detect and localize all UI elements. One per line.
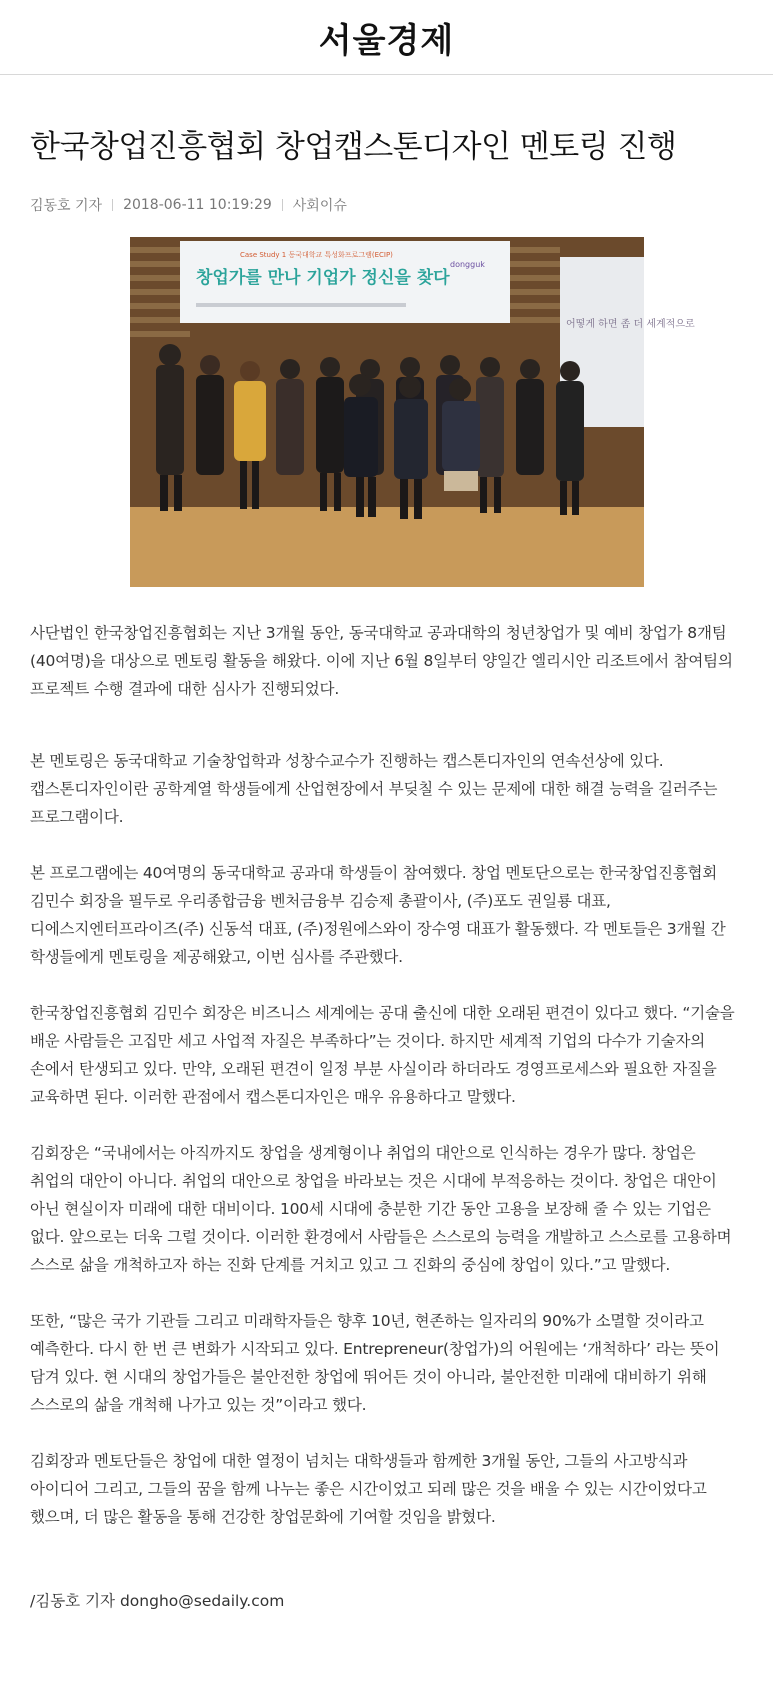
article-byline — [30, 1589, 743, 1611]
reporter-email-link[interactable]: dongho@sedaily.com — [119, 1592, 285, 1610]
article-meta — [30, 195, 743, 215]
publish-datetime: 2018-06-11 10:19:29 — [123, 197, 272, 213]
article-paragraph: 본 멘토링은 동국대학교 기술창업학과 성창수교수가 진행하는 캡스톤디자인의 연속선상에 있다. 캡스톤디자인이란 공학계열 학생들에게 산업현장에서 부딪칠 수 있는 문제에 대한 해결 능력을 길러주는 프로그램이다. — [30, 752, 718, 826]
article-paragraph: 본 프로그램에는 40여명의 동국대학교 공과대 학생들이 참여했다. 창업 멘토단으로는 한국창업진흥협회 김민수 회장을 필두로 우리종합금융 벤처금융부 김승제 총괄이사, (주)포도 권일룡 대표, 디에스지엔터프라이즈(주) 신동석 대표, (주)정원에스와이 장수영 대표가 활동했다. 각 멘토들은 3개월 간 학생들에게 멘토링을 제공해왔고, 이번 심사를 주관했다. — [30, 864, 726, 966]
site-logo[interactable]: 서울경제 — [318, 20, 455, 61]
whiteboard-text: 어떻게 하면 좀 더 세계적으로 — [565, 319, 695, 330]
banner-logo-text: dongguk — [449, 260, 485, 269]
article-paragraph: 또한, “많은 국가 기관들 그리고 미래학자들은 향후 10년, 현존하는 일자리의 90%가 소멸할 것이라고 예측한다. 다시 한 번 큰 변화가 시작되고 있다. Entrepreneur(창업가)의 어원에는 ‘개척하다’ 라는 뜻이 담겨 있다. 현 시대의 창업가들은 불안전한 창업에 뛰어든 것이 아니라, 불안전한 미래에 대비하기 위해 스스로의 삶을 개척해 나가고 있는 것”이라고 했다. — [30, 1312, 720, 1414]
article-body — [30, 619, 743, 1531]
photo-container — [30, 237, 743, 587]
meta-divider — [112, 199, 113, 211]
byline-reporter: /김동호 기자 — [30, 1592, 116, 1610]
article — [0, 127, 773, 1611]
reporter-name: 김동호 기자 — [30, 198, 103, 214]
meta-divider — [282, 199, 283, 211]
section-label: 사회이슈 — [292, 198, 347, 214]
group-photo — [130, 237, 695, 587]
article-headline: 한국창업진흥협회 창업캡스톤디자인 멘토링 진행 — [30, 129, 677, 165]
article-paragraph: 김회장은 “국내에서는 아직까지도 창업을 생계형이나 취업의 대안으로 인식하는 경우가 많다. 창업은 취업의 대안이 아니다. 취업의 대안으로 창업을 바라보는 것은 시대에 부적응하는 것이다. 창업은 대안이 아닌 현실이자 미래에 대한 대비이다. 100세 시대에 충분한 기간 동안 고용을 보장해 줄 수 있는 기업은 없다. 앞으로는 더욱 그럴 것이다. 이러한 환경에서 사람들은 스스로의 능력을 개발하고 스스로를 고용하며 스스로 삶을 개척하고자 하는 진화 단계를 거치고 있고 그 진화의 중심에 창업이 있다.”고 말했다. — [30, 1144, 732, 1274]
banner-title-text: 창업가를 만나 기업가 정신을 찾다 — [195, 268, 450, 288]
article-paragraph: 김회장과 멘토단들은 창업에 대한 열정이 넘치는 대학생들과 함께한 3개월 동안, 그들의 사고방식과 아이디어 그리고, 그들의 꿈을 함께 나누는 좋은 시간이었고 되레 많은 것을 배울 수 있는 시간이었다고 했으며, 더 많은 활동을 통해 건강한 창업문화에 기여할 것임을 밝혔다. — [30, 1452, 707, 1526]
article-paragraph: 한국창업진흥협회 김민수 회장은 비즈니스 세계에는 공대 출신에 대한 오래된 편견이 있다고 했다. “기술을 배운 사람들은 고집만 세고 사업적 자질은 부족하다”는 것이다. 하지만 세계적 기업의 다수가 기술자의 손에서 탄생되고 있다. 만약, 오래된 편견이 일정 부분 사실이라 하더라도 경영프로세스와 필요한 자질을 교육하면 된다. 이러한 관점에서 캡스톤디자인은 매우 유용하다고 말했다. — [30, 1004, 735, 1106]
banner-small-text: Case Study 1 동국대학교 특성화프로그램(ECIP) — [239, 251, 393, 259]
masthead — [0, 0, 773, 75]
article-paragraph: 사단법인 한국창업진흥협회는 지난 3개월 동안, 동국대학교 공과대학의 청년창업가 및 예비 창업가 8개팀(40여명)을 대상으로 멘토링 활동을 해왔다. 이에 지난 6월 8일부터 양일간 엘리시안 리조트에서 참여팀의 프로젝트 수행 결과에 대한 심사가 진행되었다. — [30, 624, 733, 698]
